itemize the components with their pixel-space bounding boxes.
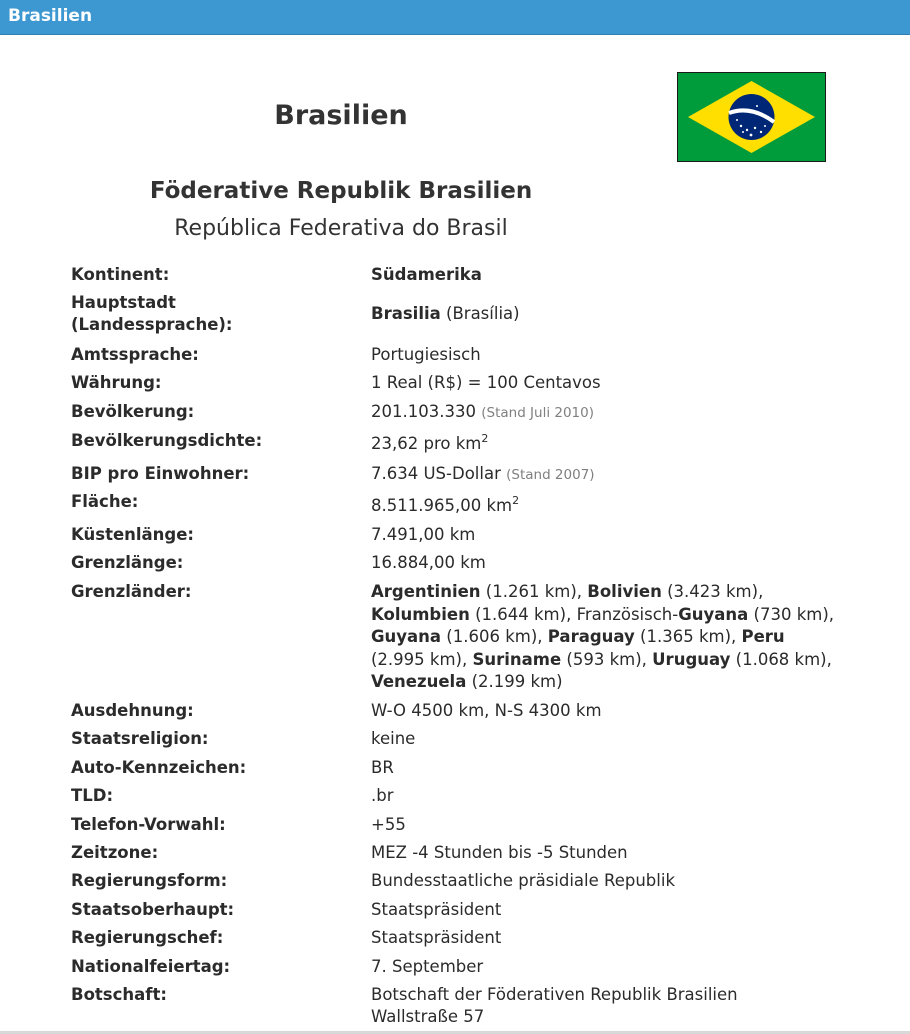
fact-value: Südamerika: [371, 265, 482, 284]
fact-value: 201.103.330 (Stand Juli 2010): [371, 402, 595, 421]
fact-label: Kontinent:: [71, 265, 170, 284]
fact-label: Regierungsform:: [71, 871, 228, 890]
page-title: Brasilien: [274, 100, 408, 131]
neighbor-country: Argentinien: [371, 582, 481, 601]
fact-value: Staatspräsident: [371, 928, 502, 947]
fact-label: Fläche:: [71, 492, 139, 511]
fact-label: BIP pro Einwohner:: [71, 464, 250, 483]
fact-label: Amtssprache:: [71, 345, 199, 364]
neighbor-country: Peru: [741, 627, 785, 647]
official-name-portuguese: República Federativa do Brasil: [174, 216, 508, 241]
top-bar: [0, 0, 910, 35]
neighbor-country: Paraguay: [547, 627, 635, 647]
brazil-flag-icon: [677, 72, 826, 162]
fact-value: 7. September: [371, 957, 484, 976]
official-name-german: Föderative Republik Brasilien: [149, 178, 533, 204]
fact-value: Argentinien (1.261 km), Bolivien (3.423 km), Kolumbien (1.644 km), Französisch-Guyana (730 km), Guyana (1.606 km), Paraguay (1.365 km), Peru (2.995 km), Suriname (593 km), Uruguay (1.068 km), Venezuela (2.199 km): [371, 582, 835, 692]
neighbor-country: Kolumbien: [371, 604, 470, 624]
neighbor-country: Uruguay: [652, 649, 731, 669]
fact-value: Portugiesisch: [371, 345, 481, 364]
fact-value: MEZ -4 Stunden bis -5 Stunden: [371, 843, 628, 862]
fact-label: Hauptstadt (Landessprache):: [71, 293, 233, 334]
neighbor-country: Guyana: [678, 604, 749, 624]
fact-label: Bevölkerung:: [71, 402, 195, 421]
fact-label: TLD:: [71, 786, 114, 805]
fact-value: 23,62 pro $km^2$: [371, 432, 489, 453]
neighbor-country: Venezuela: [371, 672, 467, 692]
fact-value: Brasilia (Brasília): [371, 304, 520, 323]
fact-value: keine: [371, 729, 416, 748]
fact-label: Küstenlänge:: [71, 525, 195, 544]
fact-label: Grenzländer:: [71, 582, 192, 601]
fact-value: 16.884,00 km: [371, 553, 486, 572]
fact-value: 1 Real (R$) = 100 Centavos: [371, 373, 601, 392]
fact-label: Währung:: [71, 373, 162, 392]
fact-label: Bevölkerungsdichte:: [71, 431, 263, 450]
fact-label: Staatsoberhaupt:: [71, 900, 235, 919]
fact-label: Regierungschef:: [71, 928, 224, 947]
fact-value: Bundesstaatliche präsidiale Republik: [371, 871, 676, 890]
fact-label: Staatsreligion:: [71, 729, 209, 748]
fact-label: Botschaft:: [71, 985, 167, 1004]
neighbor-country: Guyana: [371, 627, 442, 647]
fact-value: 7.491,00 km: [371, 525, 476, 544]
fact-label: Zeitzone:: [71, 843, 159, 862]
fact-value: +55: [371, 815, 406, 834]
header-title: Brasilien: [8, 6, 93, 26]
fact-value: 7.634 US-Dollar (Stand 2007): [371, 464, 595, 483]
neighbor-country: Bolivien: [587, 582, 662, 601]
fact-value: 8.511.965,00 $km^2$: [371, 494, 520, 515]
fact-label: Ausdehnung:: [71, 701, 194, 720]
fact-value: .br: [371, 786, 394, 805]
fact-label: Nationalfeiertag:: [71, 957, 231, 976]
fact-value: BR: [371, 758, 394, 777]
fact-value: Staatspräsident: [371, 900, 502, 919]
fact-label: Grenzlänge:: [71, 553, 184, 572]
fact-value: W-O 4500 km, N-S 4300 km: [371, 701, 602, 720]
fact-value: Botschaft der Föderativen Republik Brasilien Wallstraße 57: [371, 985, 738, 1026]
fact-label: Auto-Kennzeichen:: [71, 758, 247, 777]
fact-label: Telefon-Vorwahl:: [71, 815, 226, 834]
neighbor-country: Suriname: [472, 649, 562, 669]
